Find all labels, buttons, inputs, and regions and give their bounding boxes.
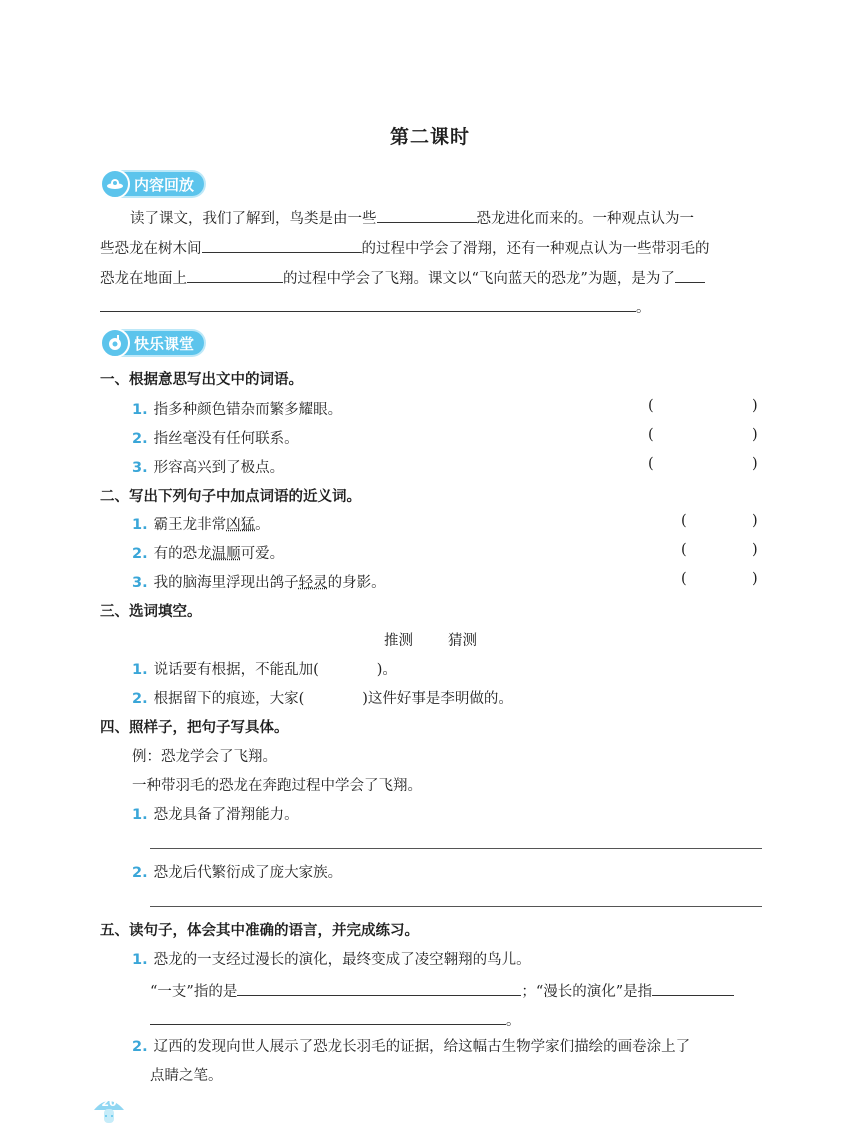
review-badge-label: 内容回放 bbox=[134, 175, 195, 194]
answer-parens-close: ) bbox=[752, 398, 758, 414]
answer-parens-close: ) bbox=[752, 542, 758, 558]
answer-parens[interactable]: ( bbox=[648, 456, 654, 472]
blank[interactable] bbox=[202, 234, 362, 253]
s3-item-2: 2. 根据留下的痕迹，大家( )这件好事是李明做的。 bbox=[132, 691, 513, 707]
answer-parens[interactable]: ( bbox=[681, 542, 687, 558]
blank[interactable] bbox=[150, 1006, 506, 1025]
s1-item-2: 2. 指丝毫没有任何联系。 bbox=[132, 431, 299, 447]
word-choice-1: 推测 bbox=[384, 633, 413, 649]
ufo-icon bbox=[100, 169, 130, 199]
review-line-1: 读了课文，我们了解到，鸟类是由一些 恐龙进化而来的。一种观点认为一 bbox=[130, 204, 770, 234]
class-badge bbox=[104, 331, 204, 355]
page-number: 20 bbox=[101, 1096, 117, 1109]
s5-item-1: 1. 恐龙的一支经过漫长的演化，最终变成了凌空翱翔的鸟儿。 bbox=[132, 952, 531, 968]
review-badge bbox=[104, 172, 204, 196]
s5-item-2: 2. 辽西的发现向世人展示了恐龙长羽毛的证据，给这幅古生物学家们描绘的画卷涂上了 bbox=[132, 1039, 691, 1055]
s2-item-2: 2. 有的恐龙温顺可爱。 bbox=[132, 546, 285, 562]
s1-item-3: 3. 形容高兴到了极点。 bbox=[132, 460, 285, 476]
s1-item-1: 1. 指多种颜色错杂而繁多耀眼。 bbox=[132, 402, 343, 418]
answer-line[interactable] bbox=[150, 848, 762, 849]
blank[interactable] bbox=[652, 977, 734, 996]
s5-item-1-answer: “一支”指的是 ；“漫长的演化”是指 bbox=[150, 977, 762, 1001]
example-line-2: 一种带羽毛的恐龙在奔跑过程中学会了飞翔。 bbox=[132, 778, 422, 794]
class-badge-label: 快乐课堂 bbox=[134, 334, 195, 353]
section-2-heading: 二、写出下列句子中加点词语的近义词。 bbox=[100, 489, 361, 505]
answer-parens-close: ) bbox=[752, 456, 758, 472]
blank[interactable] bbox=[377, 204, 477, 223]
answer-parens[interactable]: ( bbox=[648, 427, 654, 443]
s2-item-1: 1. 霸王龙非常凶猛。 bbox=[132, 517, 270, 533]
answer-line[interactable] bbox=[150, 906, 762, 907]
page-number-mushroom bbox=[92, 1094, 126, 1122]
blank[interactable] bbox=[237, 977, 521, 996]
section-1-heading: 一、根据意思写出文中的词语。 bbox=[100, 372, 303, 388]
blank[interactable] bbox=[100, 293, 636, 312]
music-icon bbox=[100, 328, 130, 358]
page-title: 第二课时 bbox=[389, 126, 470, 148]
s5-item-1-answer-cont: 。 bbox=[150, 1006, 521, 1030]
blank[interactable] bbox=[187, 264, 283, 283]
review-line-3: 恐龙在地面上 的过程中学会了飞翔。课文以“飞向蓝天的恐龙”为题，是为了 bbox=[100, 264, 770, 294]
section-4-heading: 四、照样子，把句子写具体。 bbox=[100, 720, 289, 736]
review-line-2: 些恐龙在树木间 的过程中学会了滑翔，还有一种观点认为一些带羽毛的 bbox=[100, 234, 770, 264]
s5-item-2-cont: 点睛之笔。 bbox=[150, 1068, 223, 1084]
s4-item-2: 2. 恐龙后代繁衍成了庞大家族。 bbox=[132, 865, 343, 881]
s2-item-3: 3. 我的脑海里浮现出鸽子轻灵的身影。 bbox=[132, 575, 386, 591]
example-line-1: 例：恐龙学会了飞翔。 bbox=[132, 749, 277, 765]
answer-parens-close: ) bbox=[752, 571, 758, 587]
answer-parens[interactable]: ( bbox=[681, 513, 687, 529]
answer-parens-close: ) bbox=[752, 427, 758, 443]
blank[interactable] bbox=[675, 264, 705, 283]
answer-parens-close: ) bbox=[752, 513, 758, 529]
s3-item-1: 1. 说话要有根据，不能乱加( )。 bbox=[132, 662, 397, 678]
answer-parens[interactable]: ( bbox=[648, 398, 654, 414]
review-line-4: 。 bbox=[100, 293, 770, 323]
word-choice-2: 猜测 bbox=[448, 633, 477, 649]
section-5-heading: 五、读句子，体会其中准确的语言，并完成练习。 bbox=[100, 923, 419, 939]
section-3-heading: 三、选词填空。 bbox=[100, 604, 202, 620]
answer-parens[interactable]: ( bbox=[681, 571, 687, 587]
s4-item-1: 1. 恐龙具备了滑翔能力。 bbox=[132, 807, 299, 823]
